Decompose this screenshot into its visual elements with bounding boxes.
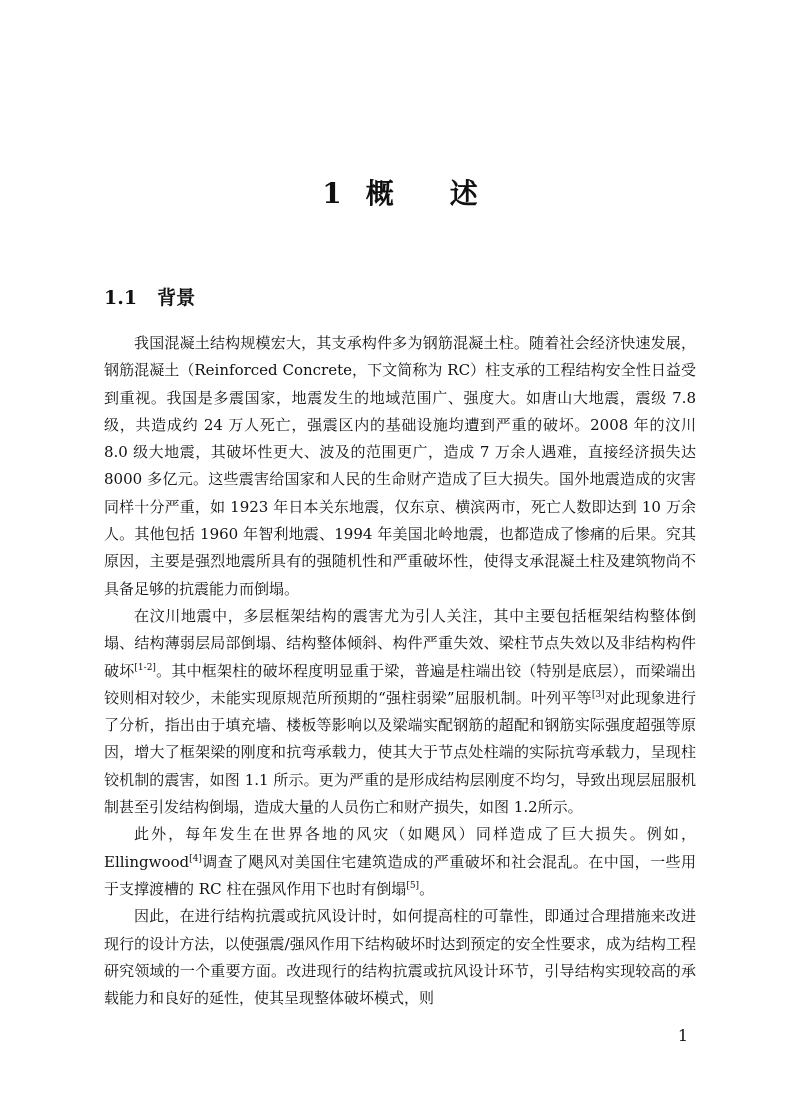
paragraph-text: 我国混凝土结构规模宏大，其支承构件多为钢筋混凝土柱。随着社会经济快速发展，钢筋混凝土（Reinforced Concrete，下文简称为 RC）柱支承的工程结构安全性日益受到重视。我国是多震国家，地震发生的地域范围广、强度大。如唐山大地震，震级 7.8 级，共造成约 24 万人死亡，强震区内的基础设施均遭到严重的破坏。2008 年的汶川 8.0 级大地震，其破坏性更大、波及的范围更广，造成 7 万余人遇难，直接经济损失达 8000 多亿元。这些震害给国家和人民的生命财产造成了巨大损失。国外地震造成的灾害同样十分严重，如 1923 年日本关东地震，仅东京、横滨两市，死亡人数即达到 10 万余人。其他包括 1960 年智利地震、1994 年美国北岭地震，也都造成了惨痛的后果。究其原因，主要是强烈地震所具有的强随机性和严重破坏性，使得支承混凝土柱及建筑物尚不具备足够的抗震能力而倒塌。	[104, 334, 696, 598]
paragraph-3	[104, 821, 696, 903]
paragraph-text: 在汶川地震中，多层框架结构的震害尤为引人关注，其中主要包括框架结构整体倒塌、结构薄弱层局部倒塌、结构整体倾斜、构件严重失效、梁柱节点失效以及非结构构件破坏	[104, 606, 696, 680]
citation-ref: [4]	[189, 853, 202, 864]
chapter-title-word-2: 述	[449, 177, 478, 210]
chapter-title	[0, 172, 800, 212]
chapter-number: 1	[322, 177, 342, 210]
citation-ref: [1-2]	[134, 662, 156, 673]
section-title: 背景	[157, 287, 196, 309]
page-number: 1	[677, 1026, 688, 1045]
paragraph-text: 。其中框架柱的破坏程度明显重于梁，普遍是柱端出铰（特别是底层），而梁端出铰则相对较少，未能实现原规范所预期的“强柱弱梁”屈服机制。叶列平等	[104, 661, 696, 707]
paragraph-text: 。	[419, 879, 435, 898]
paragraph-4	[104, 903, 696, 1012]
paragraph-text: 调查了飓风对美国住宅建筑造成的严重破坏和社会混乱。在中国，一些用于支撑渡槽的 RC 柱在强风作用下也时有倒塌	[104, 852, 696, 898]
chapter-title-word-1: 概	[365, 177, 394, 210]
paragraph-text: 此外，每年发生在世界各地的风灾（如飓风）同样造成了巨大损失。例如，Ellingwood	[104, 825, 696, 871]
body-text	[104, 330, 696, 1012]
citation-ref: [3]	[591, 689, 605, 700]
section-heading	[104, 283, 195, 310]
paragraph-text: 对此现象进行了分析，指出由于填充墙、楼板等影响以及梁端实配钢筋的超配和钢筋实际强度超强等原因，增大了框架梁的刚度和抗弯承载力，使其大于节点处柱端的实际抗弯承载力，呈现柱铰机制的震害，如图 1.1 所示。更为严重的是形成结构层刚度不均匀，导致出现层屈服机制甚至引发结构倒塌，造成大量的人员伤亡和财产损失，如图 1.2所示。	[104, 688, 696, 817]
paragraph-2	[104, 603, 696, 821]
section-number: 1.1	[104, 287, 138, 309]
paragraph-1	[104, 330, 696, 603]
citation-ref: [5]	[406, 880, 420, 891]
paragraph-text: 因此，在进行结构抗震或抗风设计时，如何提高柱的可靠性，即通过合理措施来改进现行的设计方法，以使强震/强风作用下结构破坏时达到预定的安全性要求，成为结构工程研究领域的一个重要方面。改进现行的结构抗震或抗风设计环节，引导结构实现较高的承载能力和良好的延性，使其呈现整体破坏模式，则	[104, 907, 696, 1008]
